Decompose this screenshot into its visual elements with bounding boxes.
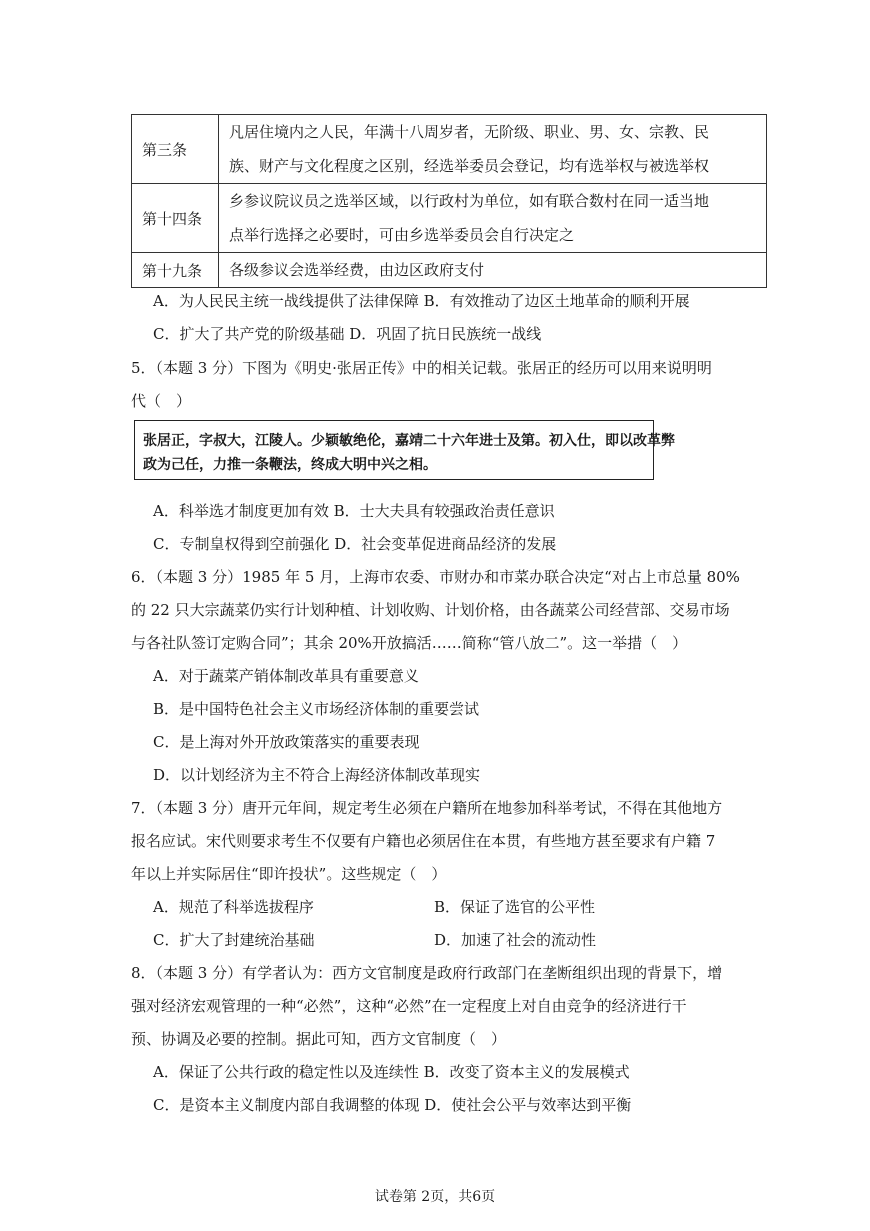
q7-option-c: C．扩大了封建统治基础 <box>153 931 315 949</box>
q4-option-cd: C．扩大了共产党的阶级基础 D．巩固了抗日民族统一战线 <box>153 325 542 343</box>
table-row <box>132 184 767 253</box>
q6-option-a: A．对于蔬菜产销体制改革具有重要意义 <box>153 667 419 685</box>
article-line: 乡参议院议员之选举区域，以行政村为单位，如有联合数村在同一适当地 <box>229 192 710 210</box>
q6-option-b: B．是中国特色社会主义市场经济体制的重要尝试 <box>153 700 480 718</box>
q6-stem-line: 6．（本题 3 分）1985 年 5 月，上海市农委、市财办和市菜办联合决定“对占上市总量 80% <box>131 568 740 586</box>
articles-table <box>131 114 767 288</box>
article-line: 各级参议会选举经费，由边区政府支付 <box>229 261 485 279</box>
q7-option-d: D．加速了社会的流动性 <box>434 931 597 949</box>
q7-option-b: B．保证了选官的公平性 <box>434 898 596 916</box>
q7-stem-line: 年以上并实际居住“即许投状”。这些规定（ ） <box>131 865 447 883</box>
article-label: 第十九条 <box>132 253 219 288</box>
article-line: 凡居住境内之人民，年满十八周岁者，无阶级、职业、男、女、宗教、民 <box>229 123 710 141</box>
page-footer: 试卷第 2页，共6页 <box>374 1189 496 1205</box>
article-text <box>219 253 767 288</box>
q5-option-ab: A．科举选才制度更加有效 B．士大夫具有较强政治责任意识 <box>153 502 555 520</box>
article-text <box>219 184 767 253</box>
table-row <box>132 115 767 184</box>
q7-stem-line: 报名应试。宋代则要求考生不仅要有户籍也必须居住在本贯，有些地方甚至要求有户籍 7 <box>131 832 716 850</box>
table-row <box>132 253 767 288</box>
q6-option-d: D．以计划经济为主不符合上海经济体制改革现实 <box>153 766 481 784</box>
q5-option-cd: C．专制皇权得到空前强化 D．社会变革促进商品经济的发展 <box>153 535 557 553</box>
q6-stem-line: 的 22 只大宗蔬菜仍实行计划种植、计划收购、计划价格，由各蔬菜公司经营部、交易市场 <box>131 601 730 619</box>
q8-stem-line: 8．（本题 3 分）有学者认为：西方文官制度是政府行政部门在垄断组织出现的背景下，增 <box>131 964 723 982</box>
article-label: 第十四条 <box>132 184 219 253</box>
q7-option-a: A．规范了科举选拔程序 <box>153 898 314 916</box>
article-line: 点举行选择之必要时，可由乡选举委员会自行决定之 <box>229 226 575 244</box>
quote-line: 张居正，字叔大，江陵人。少颖敏绝伦，嘉靖二十六年进士及第。初入仕，即以改革弊 <box>143 433 675 449</box>
q5-stem-line: 5．（本题 3 分）下图为《明史·张居正传》中的相关记载。张居正的经历可以用来说明明 <box>131 359 712 377</box>
q8-option-ab: A．保证了公共行政的稳定性以及连续性 B．改变了资本主义的发展模式 <box>153 1063 630 1081</box>
q5-quote-box <box>134 420 675 480</box>
q8-option-cd: C．是资本主义制度内部自我调整的体现 D．使社会公平与效率达到平衡 <box>153 1096 632 1114</box>
article-label: 第三条 <box>132 115 219 184</box>
q8-stem-line: 强对经济宏观管理的一种“必然”，这种“必然”在一定程度上对自由竞争的经济进行干 <box>131 997 687 1015</box>
q6-stem-line: 与各社队签订定购合同”；其余 20%开放搞活……简称“管八放二”。这一举措（ ） <box>131 634 688 652</box>
q8-stem-line: 预、协调及必要的控制。据此可知，西方文官制度（ ） <box>131 1030 507 1048</box>
q7-stem-line: 7．（本题 3 分）唐开元年间，规定考生必须在户籍所在地参加科举考试，不得在其他地方 <box>131 799 723 817</box>
q4-option-ab: A．为人民民主统一战线提供了法律保障 B．有效推动了边区土地革命的顺利开展 <box>153 292 690 310</box>
quote-line: 政为己任，力推一条鞭法，终成大明中兴之相。 <box>143 457 437 473</box>
article-line: 族、财产与文化程度之区别，经选举委员会登记，均有选举权与被选举权 <box>229 157 710 175</box>
q6-option-c: C．是上海对外开放政策落实的重要表现 <box>153 733 420 751</box>
article-text <box>219 115 767 184</box>
q5-stem-line: 代（ ） <box>131 392 192 410</box>
